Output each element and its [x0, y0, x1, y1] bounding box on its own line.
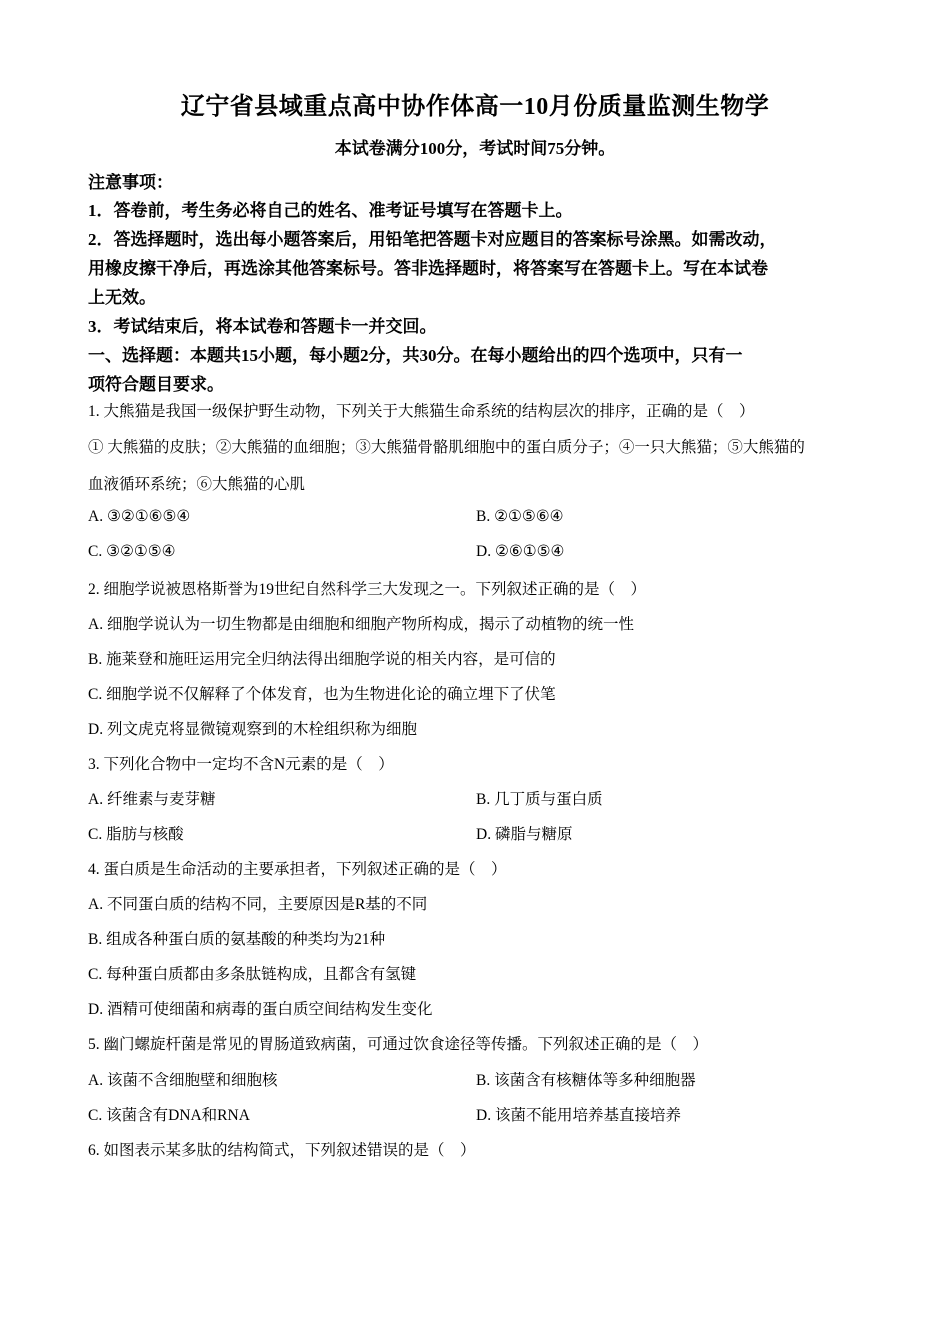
- notes-heading: 注意事项：: [88, 173, 173, 192]
- note-2-line-2: 用橡皮擦干净后，再选涂其他答案标号。答非选择题时，将答案写在答题卡上。写在本试卷: [88, 259, 768, 278]
- q5-option-d: D. 该菌不能用培养基直接培养: [476, 1107, 681, 1124]
- q4-stem: 4. 蛋白质是生命活动的主要承担者，下列叙述正确的是（ ）: [88, 861, 507, 878]
- q5-option-b: B. 该菌含有核糖体等多种细胞器: [476, 1072, 696, 1089]
- q3-option-a: A. 纤维素与麦芽糖: [88, 791, 216, 808]
- q1-option-a: A. ③②①⑥⑤④: [88, 508, 191, 525]
- q3-stem: 3. 下列化合物中一定均不含N元素的是（ ）: [88, 756, 394, 773]
- q2-option-a: A. 细胞学说认为一切生物都是由细胞和细胞产物所构成，揭示了动植物的统一性: [88, 616, 634, 633]
- note-1: 1．答卷前，考生务必将自己的姓名、准考证号填写在答题卡上。: [88, 201, 573, 220]
- section-heading-line-1: 一、选择题：本题共15小题，每小题2分，共30分。在每小题给出的四个选项中，只有一: [88, 346, 743, 365]
- q1-option-c: C. ③②①⑤④: [88, 543, 176, 560]
- note-2-line-3: 上无效。: [88, 288, 156, 307]
- q4-option-b: B. 组成各种蛋白质的氨基酸的种类均为21种: [88, 931, 386, 948]
- q1-stem-line-1: 1. 大熊猫是我国一级保护野生动物，下列关于大熊猫生命系统的结构层次的排序，正确的是（ ）: [88, 403, 755, 420]
- q2-option-b: B. 施莱登和施旺运用完全归纳法得出细胞学说的相关内容，是可信的: [88, 651, 556, 668]
- note-2-line-1: 2．答选择题时，选出每小题答案后，用铅笔把答题卡对应题目的答案标号涂黑。如需改动，: [88, 230, 777, 249]
- q1-stem-line-3: 血液循环系统；⑥大熊猫的心肌: [88, 476, 306, 493]
- exam-title: 辽宁省县域重点高中协作体高一10月份质量监测生物学: [180, 94, 770, 120]
- q2-option-d: D. 列文虎克将显微镜观察到的木栓组织称为细胞: [88, 721, 417, 738]
- q3-option-d: D. 磷脂与糖原: [476, 826, 573, 843]
- q3-option-b: B. 几丁质与蛋白质: [476, 791, 603, 808]
- exam-subtitle: 本试卷满分100分，考试时间75分钟。: [334, 139, 616, 158]
- q5-option-a: A. 该菌不含细胞壁和细胞核: [88, 1072, 278, 1089]
- q4-option-a: A. 不同蛋白质的结构不同，主要原因是R基的不同: [88, 896, 428, 913]
- q4-option-c: C. 每种蛋白质都由多条肽链构成，且都含有氢键: [88, 966, 417, 983]
- note-3: 3．考试结束后，将本试卷和答题卡一并交回。: [88, 317, 437, 336]
- section-heading-line-2: 项符合题目要求。: [88, 375, 224, 394]
- q5-option-c: C. 该菌含有DNA和RNA: [88, 1107, 250, 1124]
- q6-stem: 6. 如图表示某多肽的结构简式，下列叙述错误的是（ ）: [88, 1142, 476, 1159]
- q4-option-d: D. 酒精可使细菌和病毒的蛋白质空间结构发生变化: [88, 1001, 433, 1018]
- q1-option-d: D. ②⑥①⑤④: [476, 543, 565, 560]
- q2-option-c: C. 细胞学说不仅解释了个体发育，也为生物进化论的确立埋下了伏笔: [88, 686, 556, 703]
- q3-option-c: C. 脂肪与核酸: [88, 826, 184, 843]
- q2-stem: 2. 细胞学说被恩格斯誉为19世纪自然科学三大发现之一。下列叙述正确的是（ ）: [88, 581, 647, 598]
- q1-option-b: B. ②①⑤⑥④: [476, 508, 564, 525]
- q5-stem: 5. 幽门螺旋杆菌是常见的胃肠道致病菌，可通过饮食途径等传播。下列叙述正确的是（ ）: [88, 1036, 709, 1053]
- q1-stem-line-2: ① 大熊猫的皮肤；②大熊猫的血细胞；③大熊猫骨骼肌细胞中的蛋白质分子；④一只大熊猫；⑤大熊猫的: [88, 439, 805, 456]
